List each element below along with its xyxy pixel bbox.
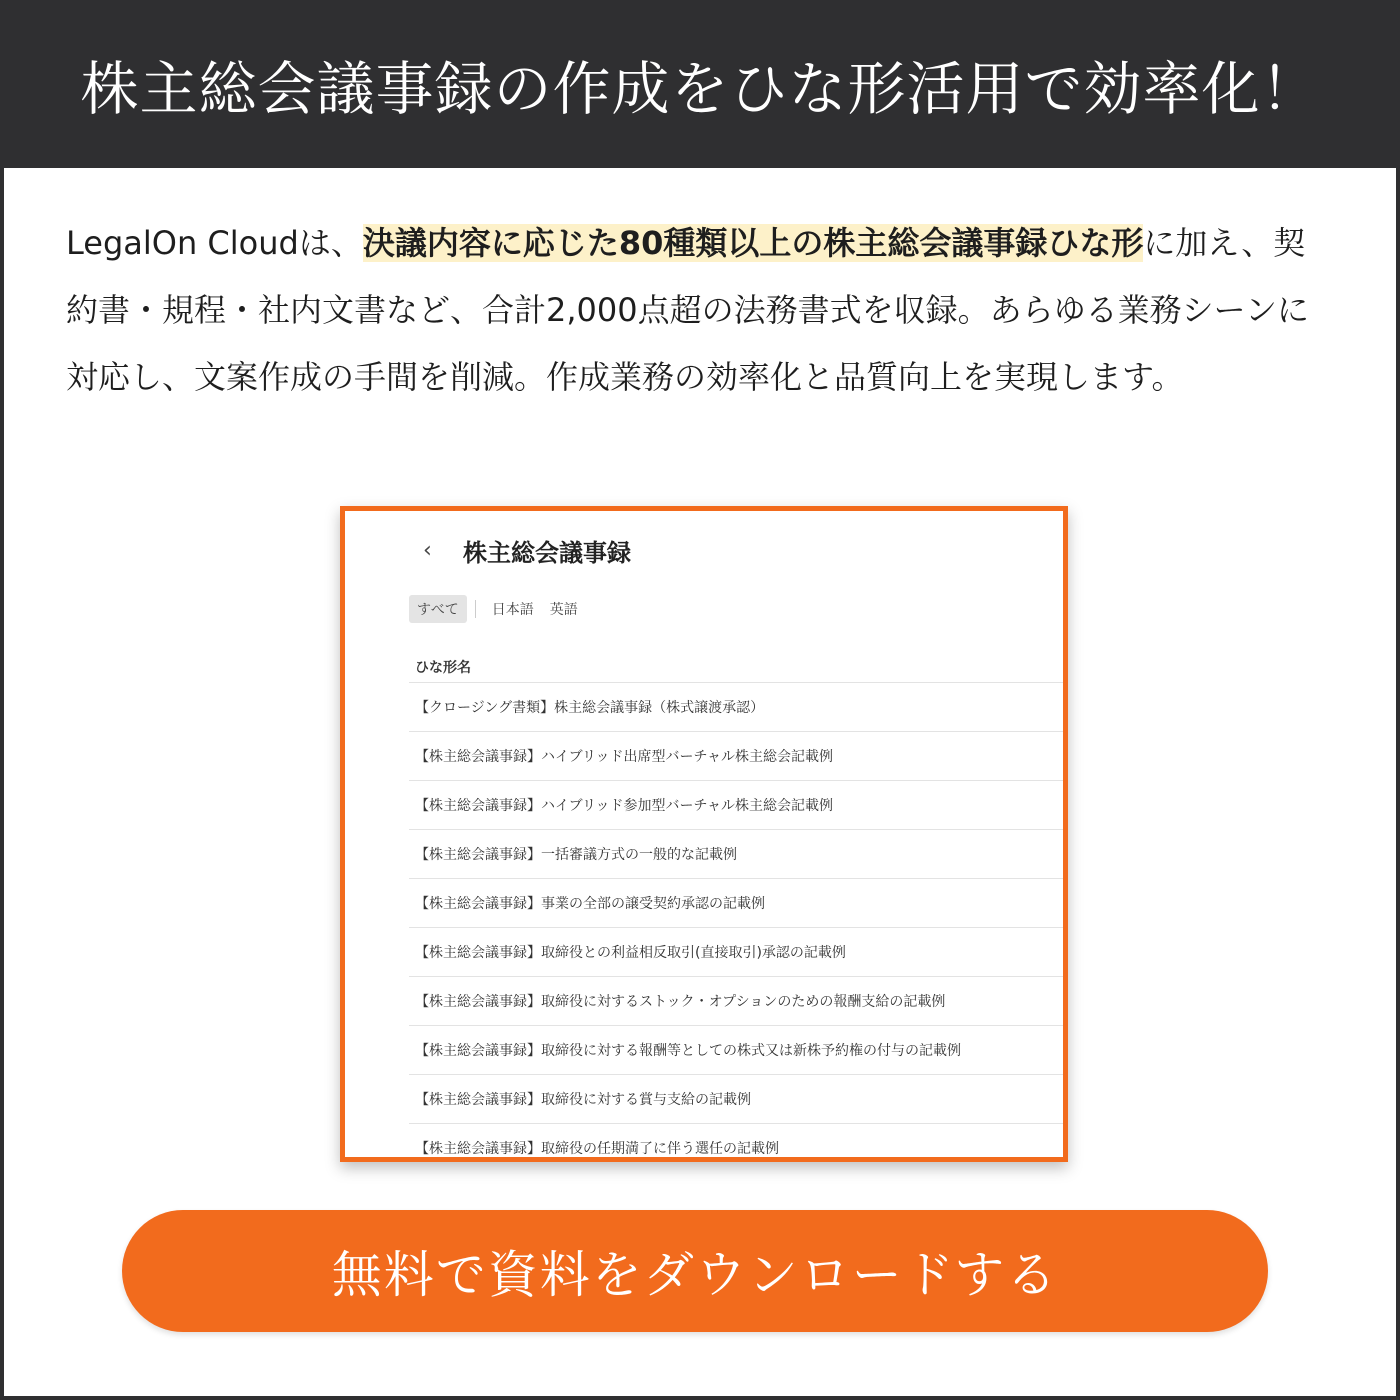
tab-english[interactable]: 英語 [549, 602, 578, 618]
description [66, 210, 1336, 411]
list-item[interactable]: 【株主総会議事録】事業の全部の譲受契約承認の記載例 [409, 878, 1063, 927]
tab-divider [475, 600, 476, 618]
list-item[interactable]: 【株主総会議事録】ハイブリッド出席型バーチャル株主総会記載例 [409, 731, 1063, 780]
template-list-screenshot [340, 506, 1068, 1162]
list-item[interactable]: 【株主総会議事録】取締役に対する賞与支給の記載例 [409, 1074, 1063, 1123]
list-item[interactable]: 【株主総会議事録】取締役との利益相反取引(直接取引)承認の記載例 [409, 927, 1063, 976]
list-item[interactable]: 【株主総会議事録】取締役に対する報酬等としての株式又は新株予約権の付与の記載例 [409, 1025, 1063, 1074]
page-title: 株主総会議事録の作成をひな形活用で効率化！ [80, 55, 1320, 123]
download-materials-button[interactable]: 無料で資料をダウンロードする [122, 1210, 1268, 1332]
list-item[interactable]: 【株主総会議事録】取締役に対するストック・オプションのための報酬支給の記載例 [409, 976, 1063, 1025]
language-tabs [409, 595, 586, 623]
back-chevron-icon[interactable]: ‹ [423, 538, 432, 563]
content-card [4, 168, 1396, 1396]
tab-all[interactable]: すべて [409, 595, 467, 623]
description-highlight: 決議内容に応じた80種類以上の株主総会議事録ひな形 [362, 224, 1144, 262]
description-body: に加え、契約書・規程・社内文書など、合計2,000点超の法務書式を収録。あらゆる業務シーンに対応し、文案作成の手間を削減。作成業務の効率化と品質向上を実現します。 [66, 224, 1309, 396]
column-header-template-name: ひな形名 [415, 660, 471, 676]
list-item[interactable]: 【クロージング書類】株主総会議事録（株式譲渡承認） [409, 682, 1063, 731]
header-banner [0, 0, 1400, 168]
template-list [409, 682, 1063, 1162]
description-lead: LegalOn Cloudは、 [66, 224, 363, 262]
list-item[interactable]: 【株主総会議事録】一括審議方式の一般的な記載例 [409, 829, 1063, 878]
screenshot-header [423, 533, 631, 568]
tab-japanese[interactable]: 日本語 [491, 602, 534, 618]
list-item[interactable]: 【株主総会議事録】取締役の任期満了に伴う選任の記載例 [409, 1123, 1063, 1162]
list-item[interactable]: 【株主総会議事録】ハイブリッド参加型バーチャル株主総会記載例 [409, 780, 1063, 829]
screenshot-title: 株主総会議事録 [463, 539, 631, 567]
